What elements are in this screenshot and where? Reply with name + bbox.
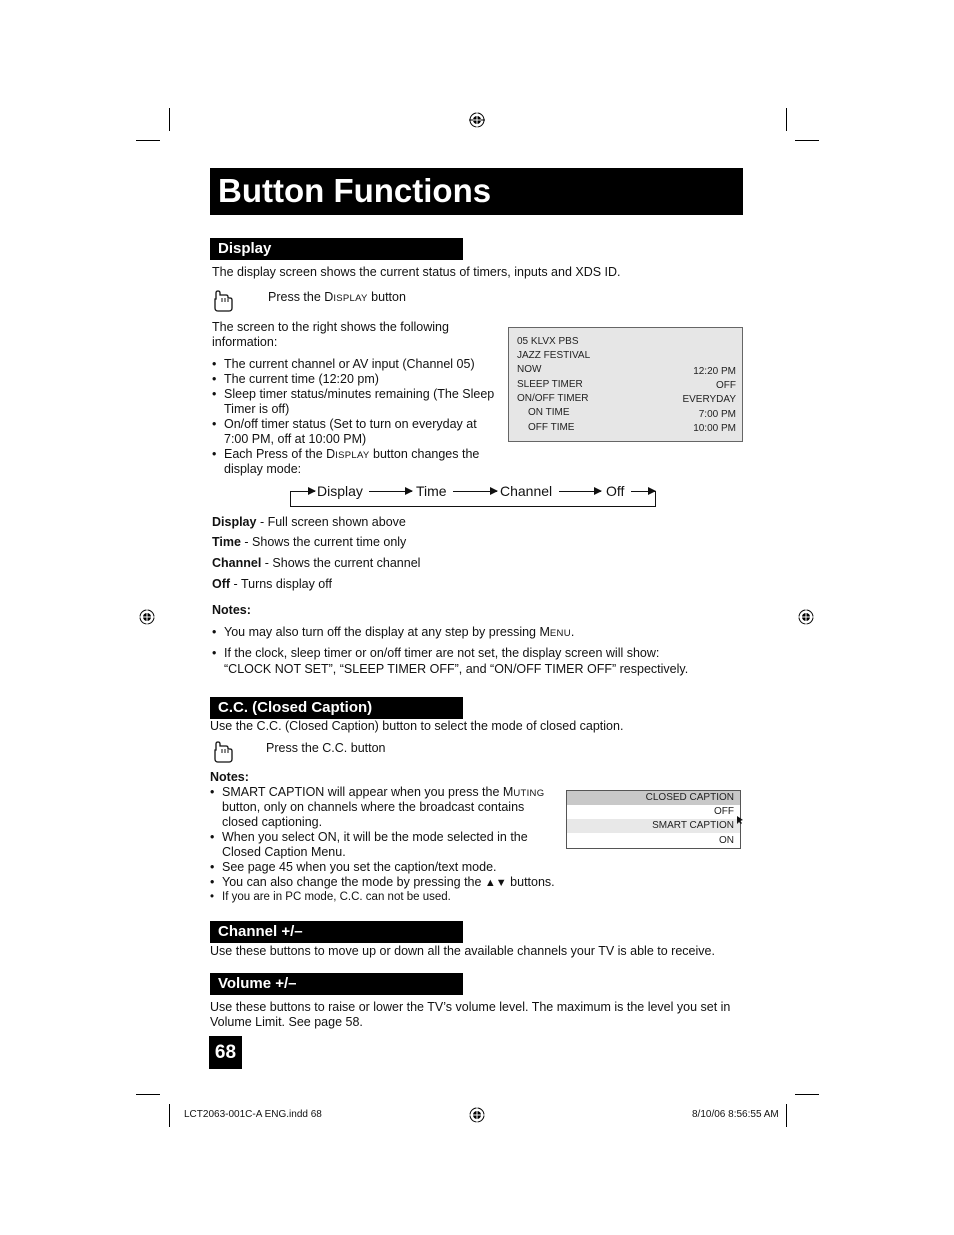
crop-mark <box>786 108 787 131</box>
osd-off-time-value: 10:00 PM <box>693 423 736 434</box>
page-title: Button Functions <box>218 172 492 209</box>
page-title-bar <box>210 168 743 215</box>
flow-return-line <box>290 491 291 507</box>
display-mode-flow <box>290 482 660 510</box>
crop-mark <box>786 1104 787 1127</box>
cc-menu-header: CLOSED CAPTION <box>567 791 740 805</box>
press-cc-instruction: Press the C.C. button <box>266 741 386 755</box>
screen-description: The screen to the right shows the following <box>212 320 449 334</box>
osd-now-label: NOW <box>517 364 542 375</box>
crop-mark <box>795 1094 819 1095</box>
footer-file-info: LCT2063-001C-A ENG.indd 68 <box>184 1109 322 1120</box>
flow-step-display: Display <box>317 483 363 499</box>
cc-notes-label: Notes: <box>210 770 249 784</box>
crop-mark <box>169 1104 170 1127</box>
osd-on-time-label: ON TIME <box>528 407 570 418</box>
osd-onoff-label: ON/OFF TIMER <box>517 393 589 404</box>
flow-step-time: Time <box>416 483 447 499</box>
crop-mark <box>136 1094 160 1095</box>
cc-menu-option-smart-caption: SMART CAPTION <box>567 819 740 833</box>
volume-description: Volume Limit. See page 58. <box>210 1015 363 1029</box>
section-heading-volume: Volume +/– <box>210 973 463 995</box>
press-display-instruction: Press the DISPLAY button <box>268 290 406 304</box>
mode-off: Off - Turns display off <box>212 577 332 591</box>
display-intro: The display screen shows the current status of timers, inputs and XDS ID. <box>212 265 621 279</box>
channel-description: Use these buttons to move up or down all the available channels your TV is able to receive. <box>210 944 715 958</box>
crop-mark <box>795 140 819 141</box>
cursor-icon <box>736 815 744 825</box>
finger-press-icon <box>212 289 236 313</box>
section-heading-display: Display <box>210 238 463 260</box>
osd-sleep-label: SLEEP TIMER <box>517 379 583 390</box>
registration-mark-icon <box>469 112 485 128</box>
section-heading-closed-caption: C.C. (Closed Caption) <box>210 697 463 719</box>
footer-timestamp: 8/10/06 8:56:55 AM <box>692 1109 779 1120</box>
flow-arrow <box>631 491 655 492</box>
mode-display: Display - Full screen shown above <box>212 515 406 529</box>
screen-description: information: <box>212 335 278 349</box>
osd-now-value: 12:20 PM <box>693 366 736 377</box>
osd-program: JAZZ FESTIVAL <box>517 350 591 361</box>
volume-description: Use these buttons to raise or lower the TV’s volume level. The maximum is the level you set in <box>210 1000 731 1014</box>
registration-mark-icon <box>469 1107 485 1123</box>
crop-mark <box>169 108 170 131</box>
flow-arrow <box>453 491 497 492</box>
flow-return-line <box>655 491 656 507</box>
osd-off-time-label: OFF TIME <box>528 422 575 433</box>
osd-on-time-value: 7:00 PM <box>698 409 736 420</box>
up-down-arrows-icon: ▲▼ <box>484 877 507 889</box>
cc-menu-option-off: OFF <box>714 806 734 817</box>
flow-arrow <box>559 491 601 492</box>
crop-mark <box>136 140 160 141</box>
flow-arrow <box>369 491 412 492</box>
cc-intro: Use the C.C. (Closed Caption) button to select the mode of closed caption. <box>210 719 624 733</box>
page-number: 68 <box>209 1036 242 1069</box>
mode-time: Time - Shows the current time only <box>212 535 407 549</box>
mode-channel: Channel - Shows the current channel <box>212 556 421 570</box>
flow-return-line <box>290 506 656 507</box>
registration-mark-icon <box>139 609 155 625</box>
display-osd-screen <box>508 327 743 442</box>
finger-press-icon <box>212 740 236 764</box>
osd-onoff-value: EVERYDAY <box>682 394 736 405</box>
closed-caption-menu <box>566 790 741 849</box>
cc-menu-option-on: ON <box>719 835 734 846</box>
notes-label: Notes: <box>212 603 251 617</box>
flow-step-channel: Channel <box>500 483 553 499</box>
registration-mark-icon <box>798 609 814 625</box>
flow-arrow <box>291 491 315 492</box>
flow-step-off: Off <box>606 483 625 499</box>
osd-channel: 05 KLVX PBS <box>517 336 579 347</box>
section-heading-channel: Channel +/– <box>210 921 463 943</box>
osd-sleep-value: OFF <box>716 380 736 391</box>
